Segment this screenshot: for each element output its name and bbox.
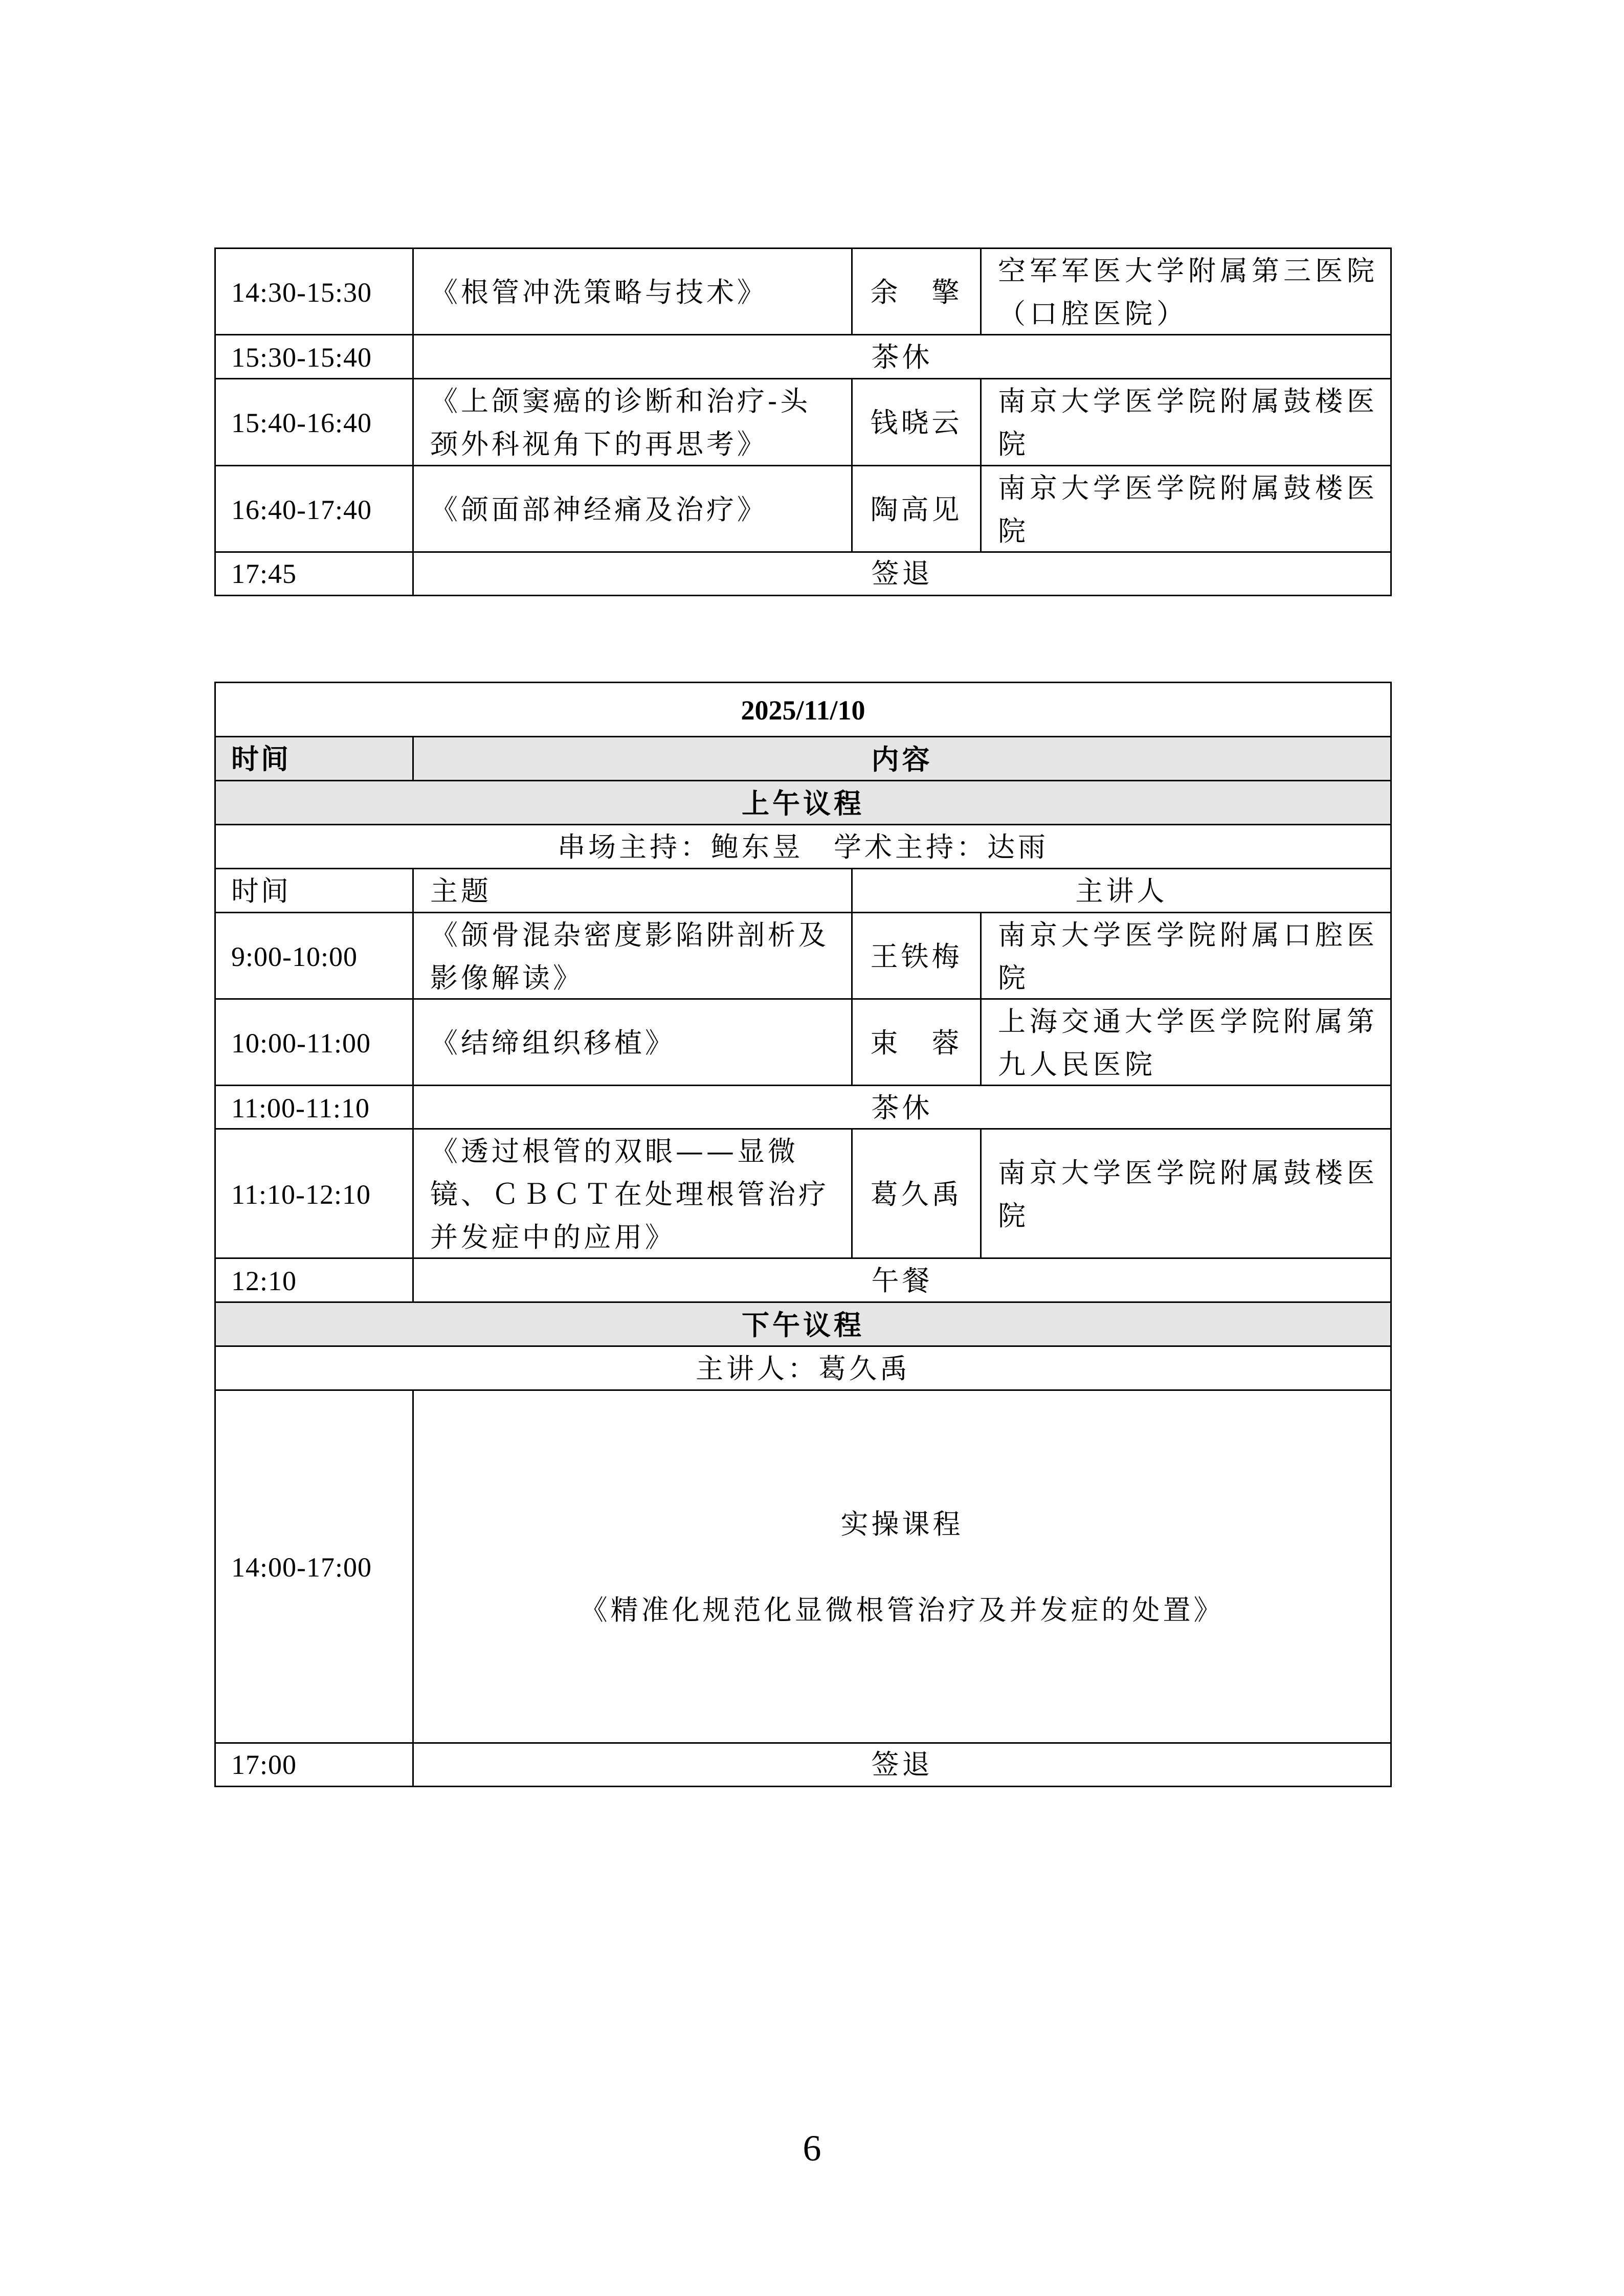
topic-label: 主题 — [412, 869, 851, 913]
organization-cell: 南京大学医学院附属鼓楼医院 — [980, 379, 1390, 466]
speaker-cell: 余 擎 — [851, 249, 980, 335]
table-row-signout — [216, 551, 1390, 595]
table-row-break — [216, 334, 1390, 379]
break-cell: 茶休 — [412, 335, 1390, 379]
date-row — [216, 683, 1390, 737]
table-row — [216, 912, 1390, 1000]
afternoon-speaker-text: 主讲人：葛久禹 — [696, 1353, 910, 1385]
lunch-cell: 午餐 — [412, 1259, 1390, 1303]
hosts-text: 串场主持：鲍东昱 学术主持：达雨 — [558, 831, 1049, 863]
table-row — [216, 998, 1390, 1086]
table-row — [216, 465, 1390, 553]
time-cell: 12:10 — [231, 1266, 297, 1296]
table-row-signout — [216, 1742, 1390, 1786]
speaker-cell: 葛久禹 — [851, 1130, 980, 1259]
organization-cell: 上海交通大学医学院附属第九人民医院 — [980, 1000, 1390, 1086]
time-cell: 16:40-17:40 — [231, 494, 372, 525]
hosts-row — [216, 824, 1390, 869]
agenda-table-continued — [214, 247, 1392, 596]
organization-cell: 南京大学医学院附属口腔医院 — [980, 913, 1390, 1000]
time-cell: 10:00-11:00 — [231, 1027, 371, 1059]
time-cell: 14:00-17:00 — [231, 1552, 372, 1583]
table-row — [216, 249, 1390, 335]
break-cell: 茶休 — [412, 1086, 1390, 1130]
topic-cell: 《透过根管的双眼——显微镜、ＣＢＣＴ在处理根管治疗并发症中的应用》 — [412, 1130, 851, 1259]
practical-course-cell — [412, 1391, 1390, 1744]
practical-label: 实操课程 — [840, 1508, 964, 1540]
topic-cell: 《上颌窦癌的诊断和治疗-头颈外科视角下的再思考》 — [412, 379, 851, 466]
signout-cell: 签退 — [412, 553, 1390, 595]
date-heading: 2025/11/10 — [741, 695, 865, 726]
time-cell: 9:00-10:00 — [231, 941, 358, 972]
agenda-table-day — [214, 682, 1392, 1787]
time-header: 时间 — [231, 744, 291, 775]
time-cell: 17:00 — [231, 1749, 297, 1780]
organization-cell: 空军军医大学附属第三医院（口腔医院） — [980, 249, 1390, 335]
organization-cell: 南京大学医学院附属鼓楼医院 — [980, 466, 1390, 553]
topic-cell: 《结缔组织移植》 — [412, 1000, 851, 1086]
subheader-row — [216, 868, 1390, 913]
practical-course-title: 《精准化规范化显微根管治疗及并发症的处置》 — [580, 1594, 1225, 1626]
table-row — [216, 378, 1390, 466]
speaker-cell: 束 蓉 — [851, 1000, 980, 1086]
time-cell: 11:00-11:10 — [231, 1092, 370, 1123]
afternoon-speaker-row — [216, 1345, 1390, 1391]
topic-cell: 《颌骨混杂密度影陷阱剖析及影像解读》 — [412, 913, 851, 1000]
time-cell: 14:30-15:30 — [231, 277, 372, 308]
table-row-break — [216, 1085, 1390, 1130]
topic-cell: 《颌面部神经痛及治疗》 — [412, 466, 851, 553]
content-header: 内容 — [412, 737, 1390, 781]
time-cell: 15:30-15:40 — [231, 342, 372, 373]
topic-cell: 《根管冲洗策略与技术》 — [412, 249, 851, 335]
speaker-cell: 王铁梅 — [851, 913, 980, 1000]
organization-cell: 南京大学医学院附属鼓楼医院 — [980, 1130, 1390, 1259]
speaker-cell: 陶高见 — [851, 466, 980, 553]
morning-section-row — [216, 780, 1390, 825]
time-label: 时间 — [231, 876, 291, 907]
page-number: 6 — [803, 2128, 821, 2169]
morning-title: 上午议程 — [742, 787, 864, 820]
time-cell: 17:45 — [231, 558, 297, 589]
signout-cell: 签退 — [412, 1744, 1390, 1786]
table-row — [216, 1128, 1390, 1259]
header-row — [216, 736, 1390, 781]
afternoon-section-row — [216, 1301, 1390, 1347]
table-row-lunch — [216, 1257, 1390, 1303]
practical-course-row — [216, 1389, 1390, 1744]
afternoon-title: 下午议程 — [742, 1309, 864, 1341]
time-cell: 15:40-16:40 — [231, 408, 372, 438]
speaker-label: 主讲人 — [851, 869, 1390, 913]
time-cell: 11:10-12:10 — [231, 1179, 371, 1210]
speaker-cell: 钱晓云 — [851, 379, 980, 466]
